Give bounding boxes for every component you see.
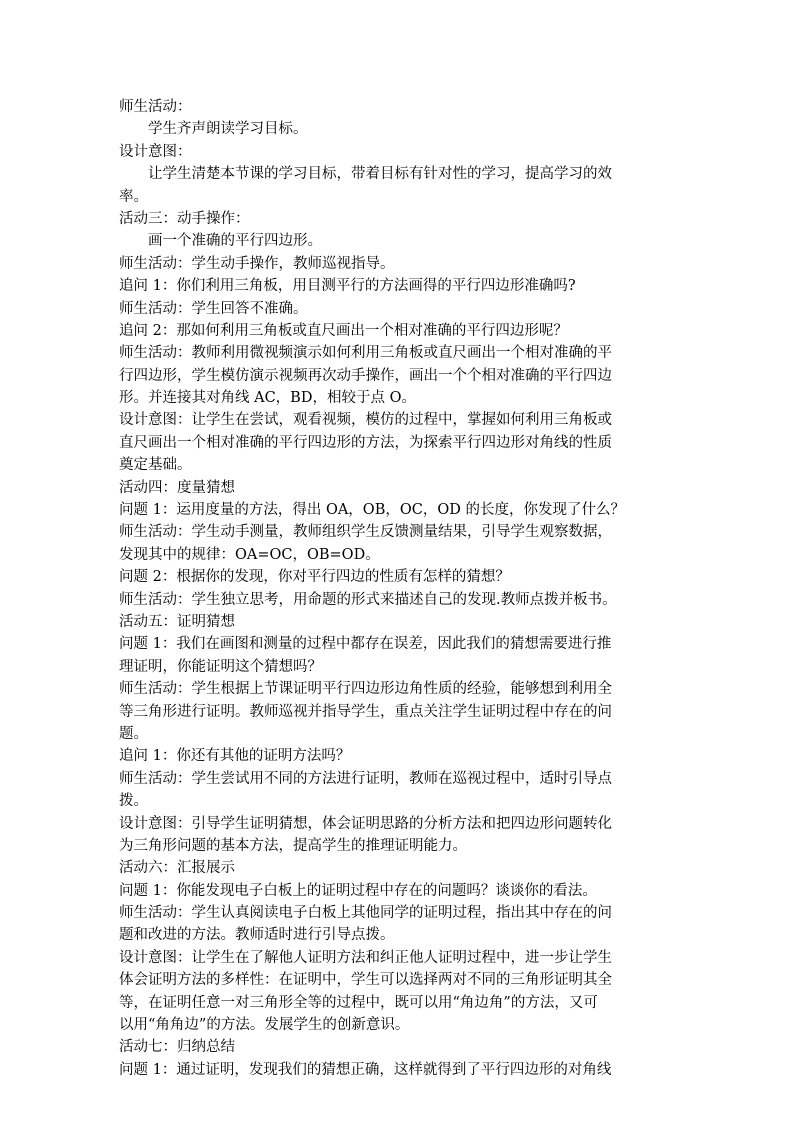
text-line: 师生活动： bbox=[119, 99, 192, 115]
text-line: 问题 1：我们在画图和测量的过程中都存在误差，因此我们的猜想需要进行推 bbox=[119, 636, 612, 653]
text-line: 追问 1：你们利用三角板，用目测平行的方法画得的平行四边形准确吗? bbox=[119, 278, 576, 295]
text-line: 设计意图：引导学生证明猜想，体会证明思路的分析方法和把四边形问题转化 bbox=[119, 815, 612, 832]
text-line: 追问 1：你还有其他的证明方法吗？ bbox=[119, 748, 351, 765]
text-line: 为三角形问题的基本方法，提高学生的推理证明能力。 bbox=[119, 837, 467, 854]
text-line: 设计意图： bbox=[119, 143, 192, 160]
text-line: 师生活动：学生独立思考，用命题的形式来描述自己的发现.教师点拨并板书。 bbox=[119, 591, 617, 608]
text-line: 师生活动：学生认真阅读电子白板上其他同学的证明过程，指出其中存在的问 bbox=[119, 905, 612, 922]
text-line: 活动三：动手操作： bbox=[119, 210, 250, 227]
text-line: 师生活动：教师利用微视频演示如何利用三角板或直尺画出一个相对准确的平 bbox=[119, 345, 612, 362]
text-line: 师生活动：学生动手测量，教师组织学生反馈测量结果，引导学生观察数据， bbox=[119, 524, 612, 541]
text-line: 师生活动：学生回答不准确。 bbox=[119, 300, 308, 317]
text-line: 活动六：汇报展示 bbox=[119, 860, 235, 877]
text-line: 师生活动：学生动手操作，教师巡视指导。 bbox=[119, 255, 395, 272]
text-line: 题。 bbox=[119, 725, 148, 742]
text-line: 问题 1：通过证明，发现我们的猜想正确，这样就得到了平行四边形的对角线 bbox=[119, 1061, 612, 1078]
text-line: 以用“角角边”的方法。发展学生的创新意识。 bbox=[119, 1017, 410, 1034]
text-line: 问题 1：运用度量的方法，得出 OA，OB，OC，OD 的长度，你发现了什么？ bbox=[119, 502, 625, 519]
text-line: 理证明，你能证明这个猜想吗？ bbox=[119, 658, 322, 675]
text-line: 画一个准确的平行四边形。 bbox=[148, 233, 322, 250]
text-line: 形。并连接其对角线 AC，BD，相较于点 O。 bbox=[119, 390, 416, 407]
text-line: 题和改进的方法。教师适时进行引导点拨。 bbox=[119, 927, 395, 944]
text-line: 设计意图：让学生在了解他人证明方法和纠正他人证明过程中，进一步让学生 bbox=[119, 949, 612, 966]
text-line: 问题 1：你能发现电子白板上的证明过程中存在的问题吗？谈谈你的看法。 bbox=[119, 882, 597, 899]
text-line: 等三角形进行证明。教师巡视并指导学生，重点关注学生证明过程中存在的问 bbox=[119, 703, 612, 720]
text-line: 活动四：度量猜想 bbox=[119, 479, 235, 496]
text-line: 直尺画出一个相对准确的平行四边形的方法，为探索平行四边形对角线的性质 bbox=[119, 434, 612, 451]
text-line: 拨。 bbox=[119, 793, 148, 810]
text-line: 率。 bbox=[119, 188, 148, 205]
text-line: 问题 2：根据你的发现，你对平行四边的性质有怎样的猜想？ bbox=[119, 569, 510, 586]
text-line: 奠定基础。 bbox=[119, 457, 192, 474]
text-line: 学生齐声朗读学习目标。 bbox=[148, 121, 308, 138]
text-line: 活动五：证明猜想 bbox=[119, 613, 235, 630]
text-line: 追问 2：那如何利用三角板或直尺画出一个相对准确的平行四边形呢？ bbox=[119, 322, 568, 339]
text-line: 行四边形，学生模仿演示视频再次动手操作，画出一个个相对准确的平行四边 bbox=[119, 367, 612, 384]
text-line: 等，在证明任意一对三角形全等的过程中，既可以用“角边角”的方法，又可 bbox=[119, 994, 598, 1011]
text-line: 师生活动：学生尝试用不同的方法进行证明，教师在巡视过程中，适时引导点 bbox=[119, 770, 612, 787]
document-body bbox=[119, 96, 675, 1081]
text-line: 让学生清楚本节课的学习目标，带着目标有针对性的学习，提高学习的效 bbox=[148, 166, 612, 183]
text-line: 体会证明方法的多样性：在证明中，学生可以选择两对不同的三角形证明其全 bbox=[119, 972, 612, 989]
text-line: 设计意图：让学生在尝试，观看视频，模仿的过程中，掌握如何利用三角板或 bbox=[119, 412, 612, 429]
text-line: 活动七：归纳总结 bbox=[119, 1039, 235, 1056]
text-line: 师生活动：学生根据上节课证明平行四边形边角性质的经验，能够想到利用全 bbox=[119, 681, 612, 698]
text-line: 发现其中的规律：OA=OC，OB=OD。 bbox=[119, 546, 380, 563]
